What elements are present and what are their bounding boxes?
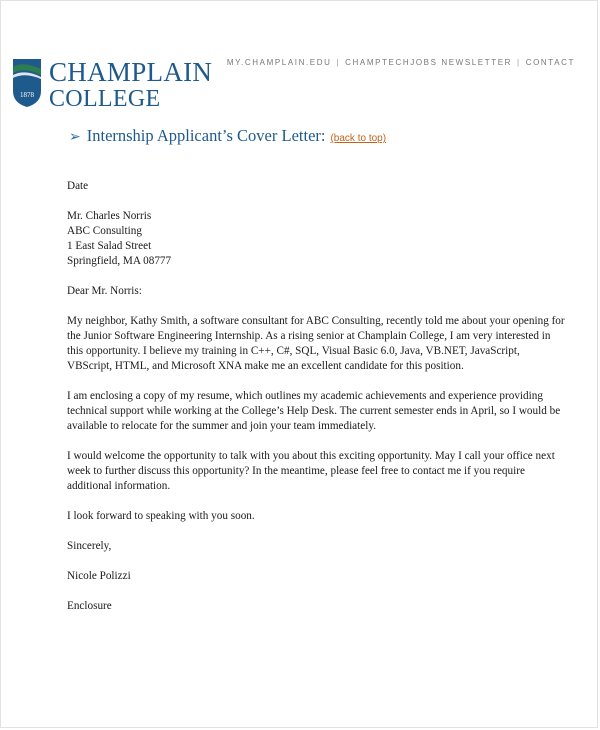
college-shield-icon: [11, 57, 43, 109]
letter-closing: Sincerely,: [67, 540, 112, 552]
champlain-logo[interactable]: [11, 57, 212, 111]
letter-paragraph: My neighbor, Kathy Smith, a software consultant for ABC Consulting, recently told me about your opening for the Junior Software Engineering Internship. As a rising senior at Champlain College, I am very interested in this opportunity. I believe my training in C++, C#, SQL, Visual Basic 6.0, Java, VB.NET, JavaScript, VBScript, HTML, and Microsoft XNA make me an excellent candidate for this position.: [67, 315, 565, 372]
cover-letter-body: [67, 179, 567, 629]
logo-line-2: COLLEGE: [49, 86, 161, 112]
letter-signature: Nicole Polizzi: [67, 570, 131, 582]
recipient-company: ABC Consulting: [67, 225, 142, 237]
arrow-bullet-icon: ➢: [69, 129, 81, 145]
back-to-top-link[interactable]: (back to top): [330, 133, 387, 144]
nav-separator: |: [517, 58, 521, 67]
letter-paragraph: I would welcome the opportunity to talk with you about this exciting opportunity. May I call your office next week to further discuss this opportunity? In the meantime, please feel free to contact me if you require additional information.: [67, 450, 555, 492]
nav-separator: |: [336, 58, 341, 67]
logo-line-1: CHAMPLAIN: [49, 57, 213, 87]
nav-link-my-champlain[interactable]: MY.CHAMPLAIN.EDU: [226, 58, 332, 67]
letter-date: Date: [67, 180, 89, 192]
letter-enclosure: Enclosure: [67, 600, 112, 612]
recipient-city: Springfield, MA 08777: [67, 255, 172, 267]
letter-paragraph: I am enclosing a copy of my resume, which outlines my academic achievements and experience providing technical support while working at the College’s Help Desk. The current semester ends in April, so I would be available to relocate for the summer and join your team immediately.: [67, 390, 561, 432]
recipient-street: 1 East Salad Street: [67, 240, 152, 252]
section-heading: [69, 126, 386, 146]
shield-year: 1878: [20, 91, 34, 99]
recipient-name: Mr. Charles Norris: [67, 210, 152, 222]
letter-salutation: Dear Mr. Norris:: [67, 285, 142, 297]
top-navigation: [227, 58, 575, 67]
recipient-address: [67, 209, 567, 269]
nav-link-newsletter[interactable]: CHAMPTECHJOBS NEWSLETTER: [345, 58, 513, 67]
letter-paragraph: I look forward to speaking with you soon.: [67, 510, 255, 522]
nav-link-contact[interactable]: CONTACT: [525, 58, 575, 67]
section-title: Internship Applicant’s Cover Letter:: [86, 126, 326, 145]
